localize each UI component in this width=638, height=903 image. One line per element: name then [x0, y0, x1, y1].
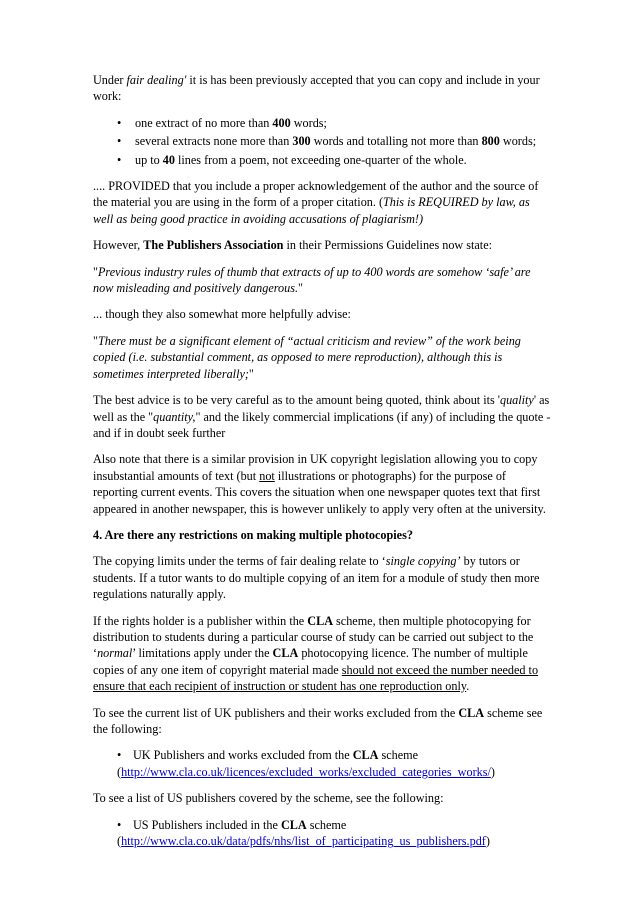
quote-text: There must be a significant element of “actual criticism and review” of the work being copied (i.e. substantial comment, as opposed to mere reproduction), although this is sometimes interpreted liberally; — [93, 333, 521, 381]
emphasis: single copying’ — [385, 554, 461, 569]
section-heading: 4. Are there any restrictions on making multiple photocopies? — [93, 527, 413, 542]
text: US Publishers included in the — [133, 817, 281, 832]
text: UK Publishers and works excluded from the — [133, 748, 353, 763]
publishers-paragraph — [93, 237, 553, 253]
text: Also note that there is a similar provision in UK copyright legislation allowing you to copy insubstantial amounts of text (but — [93, 452, 538, 483]
text: . — [466, 679, 470, 694]
text: " — [298, 281, 304, 296]
us-publishers-item — [93, 817, 553, 850]
text: The copying limits under the terms of fair dealing relate to ‘ — [93, 554, 386, 569]
quote-text: Previous industry rules of thumb that extracts of up to 400 words are somehow ‘safe’ are now misleading and positively dangerous. — [93, 264, 531, 296]
text: However, — [93, 238, 144, 253]
advise-paragraph: ... though they also somewhat more helpfully advise: — [93, 307, 351, 322]
text: Under — [93, 73, 127, 87]
cla-term: CLA — [352, 748, 379, 763]
cla-term: CLA — [458, 705, 485, 720]
uk-excluded-works-link[interactable]: http://www.cla.co.uk/licences/excluded_works/excluded_categories_works/ — [121, 764, 491, 779]
bullet-icon: • — [117, 152, 122, 167]
text: scheme — [378, 748, 419, 763]
text: lines from a poem, not exceeding one-quarter of the whole. — [174, 152, 467, 167]
best-advice-paragraph — [93, 392, 553, 441]
organisation-name: The Publishers Association — [143, 238, 284, 253]
emphasis: normal — [97, 646, 133, 661]
bullet-icon: • — [117, 115, 122, 130]
emphasis: quantity, — [153, 409, 196, 424]
cla-term: CLA — [272, 646, 299, 661]
list-item — [93, 115, 553, 131]
text: To see the current list of UK publishers and their works excluded from the — [93, 705, 459, 720]
cla-term: CLA — [280, 817, 307, 832]
emphasis: This is REQUIRED by law, as well as being good practice in avoiding accusations of plagiarism!) — [93, 195, 530, 226]
text: " and the likely commercial implications (if any) of including the quote - and if in doubt seek further — [93, 409, 551, 440]
text: photocopying licence. The number of multiple copies of any one item of copyright material made — [93, 646, 528, 677]
fair-dealing-term: fair dealing' — [126, 73, 187, 87]
quote-paragraph — [93, 333, 553, 382]
text: it is has been previously accepted that you can copy and include in your work: — [93, 73, 540, 104]
text: illustrations or photographs) for the purpose of reporting current events. This covers the situation when one newspaper quotes text that first appeared in another newspaper, this is however unlikely to apply very often at the university. — [93, 468, 546, 516]
intro-paragraph — [93, 72, 553, 105]
number: 300 — [292, 134, 311, 149]
text: If the rights holder is a publisher within the — [93, 613, 308, 628]
number: 400 — [272, 115, 291, 130]
text: several extracts none more than — [135, 134, 293, 149]
news-paragraph — [93, 451, 553, 517]
text: ) — [485, 834, 490, 849]
text: .... PROVIDED that you include a proper acknowledgement of the author and the source of the material you are using in the form of a proper citation. ( — [93, 179, 539, 210]
us-list-paragraph: To see a list of US publishers covered by the scheme, see the following: — [93, 791, 444, 806]
text: one extract of no more than — [135, 115, 273, 130]
uk-list-paragraph — [93, 705, 553, 738]
provided-paragraph — [93, 178, 553, 227]
text: scheme, then multiple photocopying for distribution to students during a particular course of study can be carried out subject to the ‘ — [93, 613, 534, 661]
text: " — [93, 264, 98, 279]
document-page — [93, 72, 553, 859]
text: by tutors or students. If a tutor wants to do multiple copying of an item for a module of study then more regulations naturally apply. — [93, 554, 540, 602]
text: words and totalling not more than — [310, 134, 482, 149]
single-copying-paragraph — [93, 553, 553, 602]
text: " — [93, 333, 98, 348]
text: The best advice is to be very careful as to the amount being quoted, think about its ' — [93, 393, 500, 408]
text: ’ limitations apply under the — [132, 646, 273, 661]
text: words; — [499, 134, 537, 149]
list-item — [93, 133, 553, 149]
text: " — [248, 366, 254, 381]
bullet-icon: • — [117, 748, 122, 763]
cla-paragraph — [93, 613, 553, 695]
text: in their Permissions Guidelines now state: — [283, 238, 492, 253]
text: scheme see the following: — [93, 705, 543, 736]
number: 40 — [162, 152, 175, 167]
emphasis: quality — [499, 393, 534, 408]
underlined-text: not — [259, 468, 275, 483]
text: scheme — [306, 817, 347, 832]
us-publishers-link[interactable]: http://www.cla.co.uk/data/pdfs/nhs/list_of_participating_us_publishers.pdf — [121, 834, 486, 849]
uk-publishers-item — [93, 747, 553, 780]
text: ) — [490, 764, 495, 779]
number: 800 — [481, 134, 500, 149]
text: up to — [135, 152, 163, 167]
text: ( — [117, 834, 122, 849]
cla-term: CLA — [307, 613, 333, 628]
text: ' as well as the " — [93, 393, 550, 424]
word-limits-list — [93, 115, 553, 168]
bullet-icon: • — [117, 817, 122, 832]
quote-paragraph — [93, 264, 553, 297]
underlined-text: should not exceed the number needed to ensure that each recipient of instruction or student has one reproduction only — [93, 662, 539, 694]
list-item — [93, 152, 553, 168]
bullet-icon: • — [117, 134, 122, 149]
text: words; — [290, 115, 327, 130]
text: ( — [117, 764, 122, 779]
